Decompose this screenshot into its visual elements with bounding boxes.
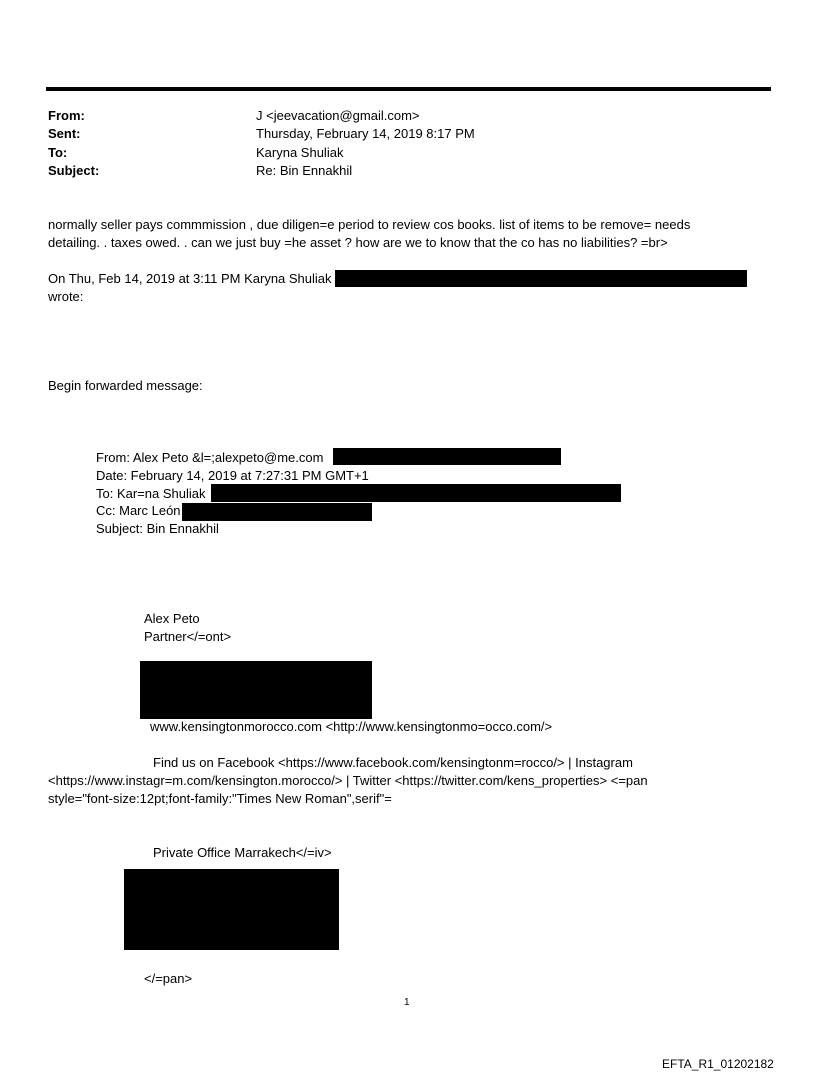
sig-name: Alex Peto bbox=[144, 611, 200, 626]
subject-value: Re: Bin Ennakhil bbox=[256, 163, 353, 178]
redaction-block bbox=[333, 448, 561, 465]
redaction-block bbox=[182, 503, 372, 521]
redaction-block bbox=[211, 484, 621, 502]
reply-line-2: wrote: bbox=[48, 289, 84, 304]
body-line-2: detailing. . taxes owed. . can we just buy =he asset ? how are we to know that the co has no liabilities? =br> bbox=[48, 235, 668, 250]
redaction-block bbox=[335, 270, 747, 287]
subject-label: Subject: bbox=[48, 163, 100, 178]
begin-forwarded: Begin forwarded message: bbox=[48, 378, 203, 393]
fwd-cc: Cc: Marc León bbox=[96, 503, 181, 518]
sig-office: Private Office Marrakech</=iv> bbox=[153, 845, 332, 860]
to-label: To: bbox=[48, 145, 68, 160]
sent-label: Sent: bbox=[48, 126, 81, 141]
sig-closing: </=pan> bbox=[144, 971, 193, 986]
fwd-to: To: Kar=na Shuliak bbox=[96, 486, 206, 501]
redaction-block bbox=[140, 661, 372, 719]
fwd-date: Date: February 14, 2019 at 7:27:31 PM GMT+1 bbox=[96, 468, 369, 483]
header-rule bbox=[46, 87, 771, 91]
reply-line-1: On Thu, Feb 14, 2019 at 3:11 PM Karyna Shuliak bbox=[48, 271, 332, 286]
sig-website: www.kensingtonmorocco.com <http://www.kensingtonmo=occo.com/> bbox=[150, 719, 553, 734]
redaction-block bbox=[124, 869, 339, 950]
page-number: 1 bbox=[404, 997, 410, 1008]
sig-social-line-1: Find us on Facebook <https://www.facebook.com/kensingtonm=rocco/> | Instagram bbox=[153, 755, 633, 770]
document-id: EFTA_R1_01202182 bbox=[662, 1057, 774, 1071]
sig-social-line-3: style="font-size:12pt;font-family:"Times New Roman",serif"= bbox=[48, 791, 392, 806]
from-value: J <jeevacation@gmail.com> bbox=[256, 108, 420, 123]
fwd-from: From: Alex Peto &l=;alexpeto@me.com bbox=[96, 450, 324, 465]
sig-social-line-2: <https://www.instagr=m.com/kensington.morocco/> | Twitter <https://twitter.com/kens_properties> <=pan bbox=[48, 773, 648, 788]
sig-title: Partner</=ont> bbox=[144, 629, 232, 644]
sent-value: Thursday, February 14, 2019 8:17 PM bbox=[256, 126, 475, 141]
body-line-1: normally seller pays commmission , due diligen=e period to review cos books. list of items to be remove= needs bbox=[48, 217, 691, 232]
to-value: Karyna Shuliak bbox=[256, 145, 344, 160]
fwd-subject: Subject: Bin Ennakhil bbox=[96, 521, 219, 536]
from-label: From: bbox=[48, 108, 85, 123]
